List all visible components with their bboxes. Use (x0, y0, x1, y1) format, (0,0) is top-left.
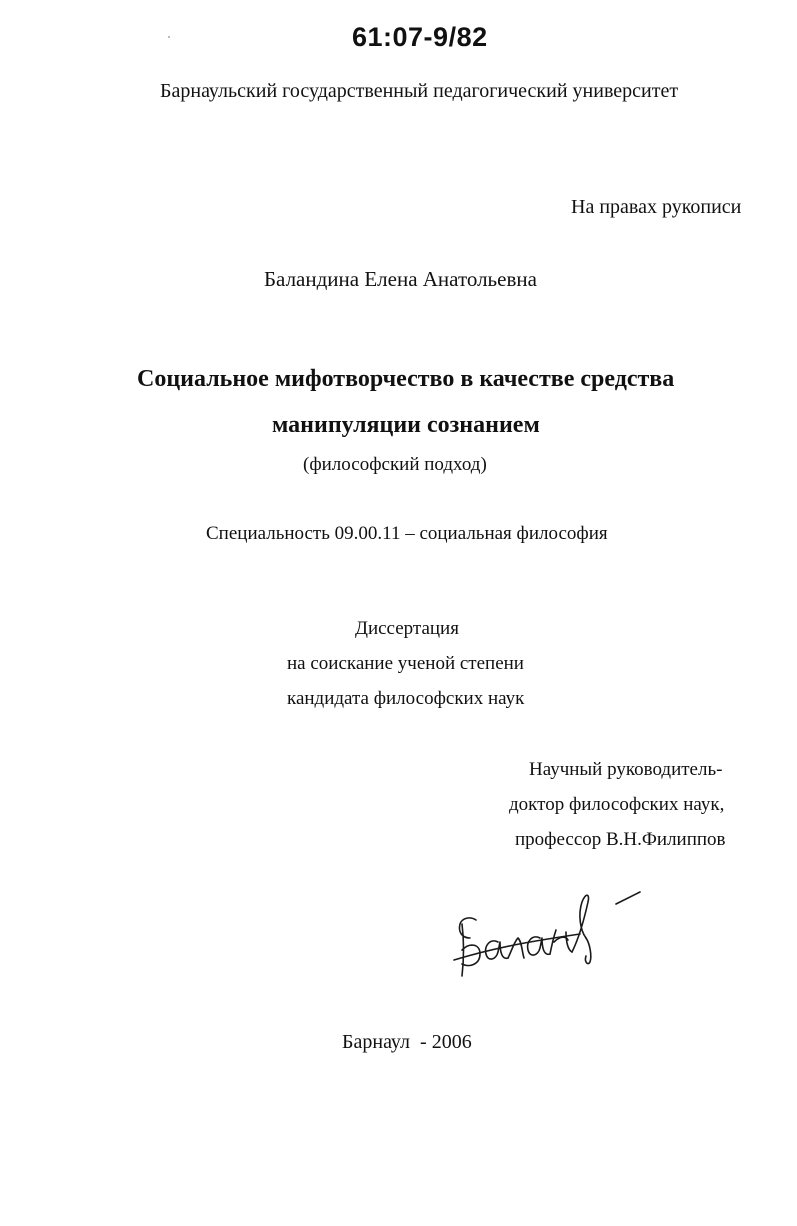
year-separator: - (420, 1031, 427, 1053)
specialty-line: Специальность 09.00.11 – социальная философия (206, 523, 608, 544)
university-name: Барнаульский государственный педагогический университет (160, 80, 679, 102)
title-line-2: манипуляции сознанием (272, 412, 540, 438)
dissertation-line-3: кандидата философских наук (287, 688, 525, 709)
advisor-line-1: Научный руководитель- (529, 759, 723, 780)
advisor-line-2: доктор философских наук, (509, 794, 725, 815)
archive-code: 61:07-9/82 (352, 22, 488, 52)
advisor-line-3: профессор В.Н.Филиппов (515, 829, 726, 850)
author-name: Баландина Елена Анатольевна (264, 267, 537, 291)
year: 2006 (431, 1031, 472, 1053)
dissertation-line-1: Диссертация (355, 618, 459, 639)
approach-subtitle: (философский подход) (303, 454, 487, 475)
scan-speck (168, 36, 170, 38)
dissertation-line-2: на соискание ученой степени (287, 653, 524, 674)
city-name: Барнаул (342, 1031, 411, 1053)
title-line-1: Социальное мифотворчество в качестве средства (137, 366, 675, 392)
handwritten-signature (440, 880, 650, 990)
manuscript-note: На правах рукописи (571, 196, 742, 218)
city-year (342, 1031, 472, 1054)
